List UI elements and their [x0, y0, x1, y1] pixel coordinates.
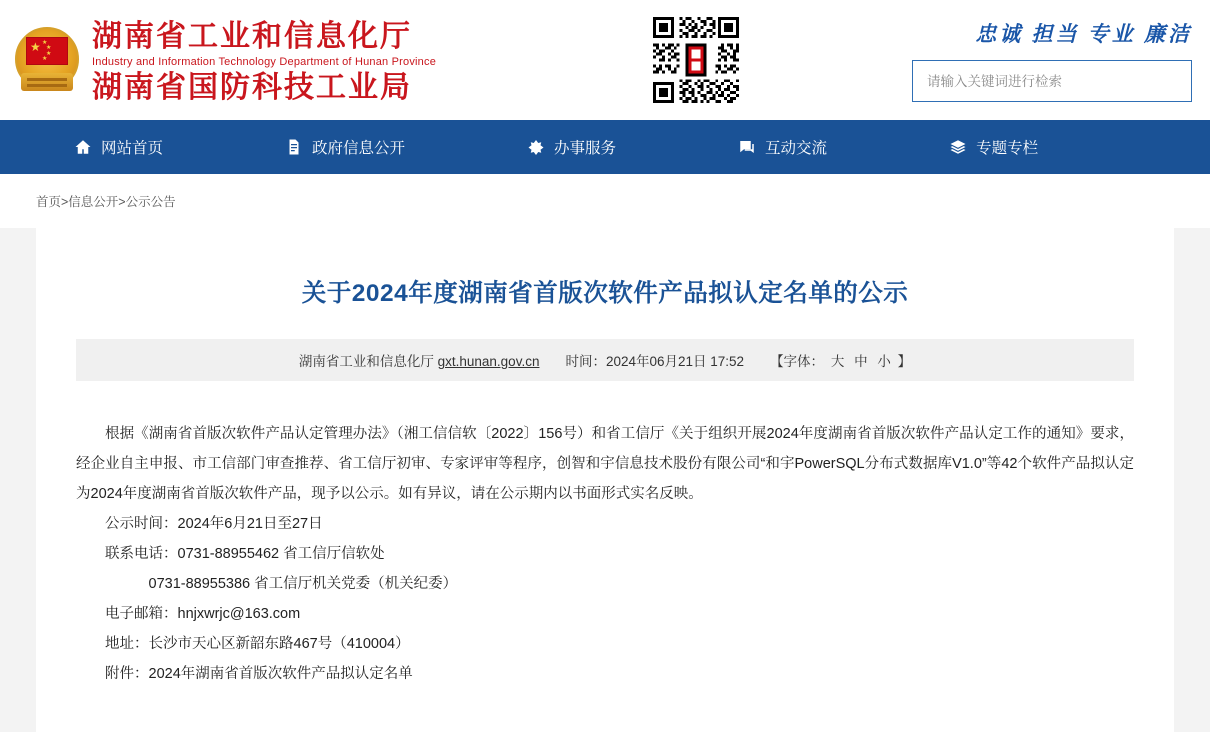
- nav-item-topics-label: 专题专栏: [976, 140, 1039, 157]
- site-header: [0, 0, 1210, 120]
- search-input[interactable]: [913, 61, 1191, 101]
- site-slogan: 忠诚 担当 专业 廉洁: [975, 22, 1192, 46]
- article-time: [565, 350, 744, 370]
- qr-code-icon: [650, 14, 742, 106]
- service-icon: [527, 138, 545, 156]
- page-title: 关于2024年度湖南省首版次软件产品拟认定名单的公示: [301, 280, 909, 307]
- article-source-label: 湖南省工业和信息化厅: [298, 354, 434, 369]
- breadcrumb[interactable]: 首页>信息公开>公示公告: [36, 195, 176, 209]
- article-source: [299, 350, 540, 370]
- article-line-phone-1: 联系电话：0731-88955462 省工信厅信软处: [105, 546, 385, 562]
- site-titles: [92, 15, 436, 106]
- font-size-controls: [770, 350, 911, 370]
- nav-item-gov-info-label: 政府信息公开: [312, 140, 406, 157]
- font-size-medium-button[interactable]: 中: [854, 354, 868, 369]
- document-icon: [285, 138, 303, 156]
- page-background: [0, 228, 1210, 732]
- org-title-cn: 湖南省工业和信息化厅: [92, 19, 412, 53]
- article-line-notice-period: 公示时间：2024年6月21日至27日: [105, 516, 323, 532]
- article-paragraph: 根据《湖南省首版次软件产品认定管理办法》（湘工信信软〔2022〕156号）和省工信厅《关于组织开展2024年度湖南省首版次软件产品认定工作的通知》要求，经企业自主申报、市工信部门审查推荐、省工信厅初审、专家评审等程序，创智和宇信息技术股份有限公司“和宇PowerSQL分布式数据库V1.0”等42个软件产品拟认定为2024年度湖南省首版次软件产品，现予以公示。如有异议，请在公示期内以书面形式实名反映。: [76, 426, 1134, 502]
- article-meta: [76, 339, 1134, 381]
- font-size-large-button[interactable]: 大: [830, 354, 845, 369]
- article-body: [76, 419, 1134, 689]
- layers-icon: [949, 138, 967, 156]
- home-icon: [74, 138, 92, 156]
- org-title-cn-secondary: 湖南省国防科技工业局: [92, 70, 412, 104]
- main-nav: [0, 120, 1210, 174]
- article-source-site: gxt.hunan.gov.cn: [437, 354, 540, 369]
- nav-item-interaction[interactable]: [738, 136, 827, 158]
- nav-item-services-label: 办事服务: [554, 140, 617, 157]
- nav-item-interaction-label: 互动交流: [765, 140, 828, 157]
- qr-code-svg: [653, 17, 739, 103]
- nav-item-services[interactable]: [527, 136, 616, 158]
- org-title-en: Industry and Information Technology Department of Hunan Province: [92, 55, 437, 68]
- nav-item-gov-info[interactable]: [285, 136, 405, 158]
- font-size-close-bracket: 】: [897, 354, 912, 369]
- national-emblem-icon: ★ ★ ★ ★ ★: [12, 21, 82, 99]
- article-time-value: 2024年06月21日 17:52: [605, 354, 745, 369]
- article-container: [36, 228, 1174, 732]
- nav-item-home[interactable]: [74, 136, 163, 158]
- article-attachment-link[interactable]: 附件：2024年湖南省首版次软件产品拟认定名单: [105, 666, 413, 682]
- article-line-phone-2: 0731-88955386 省工信厅机关党委（机关纪委）: [148, 576, 458, 592]
- nav-item-home-label: 网站首页: [101, 140, 164, 157]
- chat-icon: [738, 138, 756, 156]
- font-size-small-button[interactable]: 小: [877, 354, 891, 369]
- breadcrumb-bar: [0, 174, 1210, 228]
- article-time-label: 时间：: [565, 354, 606, 369]
- search-box[interactable]: [912, 60, 1192, 102]
- article-line-email: 电子邮箱：hnjxwrjc@163.com: [105, 606, 301, 622]
- font-size-label: 【字体：: [770, 354, 825, 369]
- article-line-address: 地址：长沙市天心区新韶东路467号（410004）: [105, 636, 410, 652]
- nav-item-topics[interactable]: [949, 136, 1038, 158]
